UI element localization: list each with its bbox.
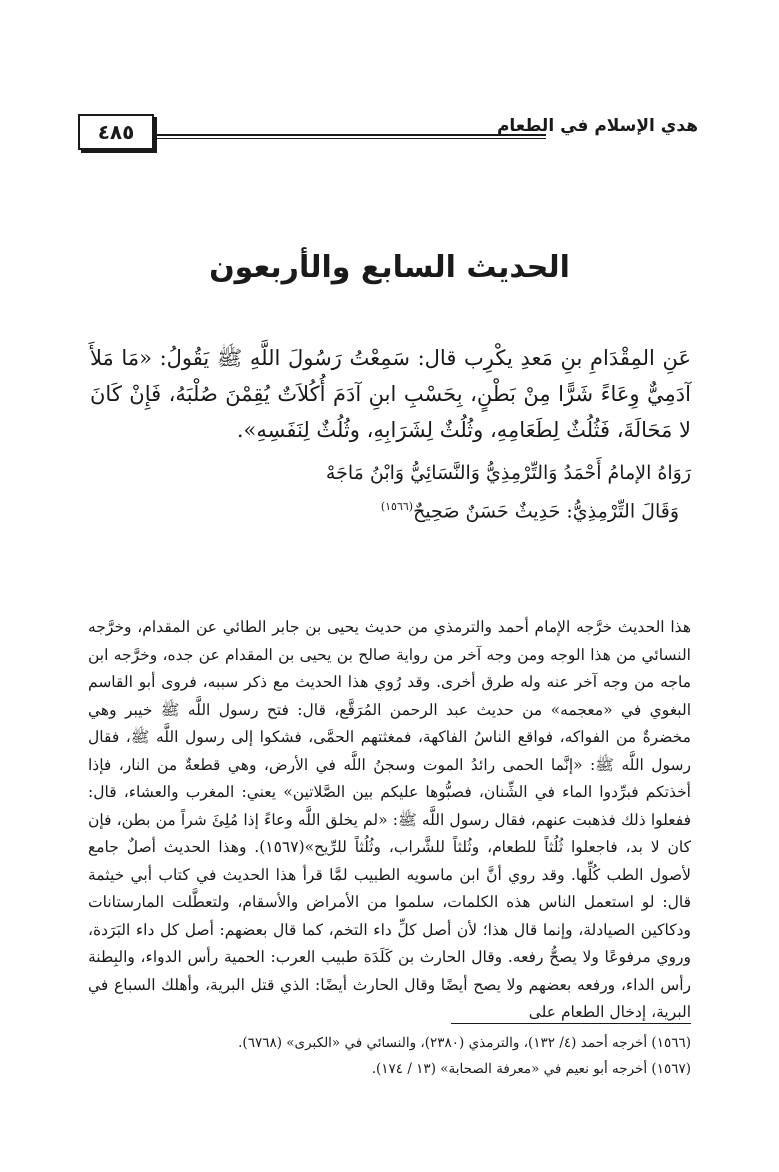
header-rule <box>154 134 546 139</box>
footnote-separator <box>451 1023 691 1024</box>
commentary-body <box>88 614 691 1027</box>
footnote-1567: (١٥٦٧) أخرجه أبو نعيم في «معرفة الصحابة» (١٣ / ١٧٤). <box>371 1061 691 1077</box>
hadith-reference-line-1: رَوَاهُ الإمامُ أَحْمَدُ وَالتِّرْمِذِيُّ وَالنَّسَائِيُّ وَابْنُ مَاجَهْ <box>325 462 691 484</box>
hadith-reference-line-2 <box>90 490 691 528</box>
hadith-reference <box>90 456 691 528</box>
footnote-1566: (١٥٦٦) أخرجه أحمد (٤/ ١٣٢)، والترمذي (٢٣٨٠)، والنسائي في «الكبرى» (٦٧٦٨). <box>238 1035 691 1051</box>
hadith-text: عَنِ المِقْدَامِ بنِ مَعدِ يكْرِب قال: سَمِعْتُ رَسُولَ اللَّهِ ﷺ يَقُولُ: «مَا مَلأَ آدَمِيٌّ وِعَاءً شَرًّا مِنْ بَطْنٍ، بِحَسْبِ ابنِ آدَمَ أُكُلاَتٌ يُقِمْنَ صُلْبَهُ، فَإِنْ كَانَ لا مَحَالَةَ، فَثُلُثٌ لِطَعَامِهِ، وثُلُثٌ لِشَرَابِهِ، وثُلُثٌ لِنَفَسِهِ». <box>90 346 691 442</box>
hadith-reference-text: وَقَالَ التِّرْمِذِيُّ: حَدِيثٌ حَسَنٌ صَحِيحٌ <box>413 500 679 523</box>
hadith-block <box>90 340 691 528</box>
header-title: هدي الإسلام في الطعام <box>496 116 698 136</box>
footnote-marker: (١٥٦٦) <box>380 500 414 513</box>
running-header <box>78 110 698 150</box>
page-number: ٤٨٥ <box>78 114 154 150</box>
commentary-paragraph: هذا الحديث خرَّجه الإمام أحمد والترمذي من حديث يحيى بن جابر الطائي عن المقدام، وخرَّجه النسائي من هذا الوجه ومن وجه آخر من رواية صالح بن يحيى بن المقدام عن جده، وخرَّجه ابن ماجه من وجه آخر عنه وله طرق أخرى. وقد رُوي هذا الحديث مع ذكر سببه، فروى أبو القاسم البغوي في «معجمه» من حديث عبد الرحمن المُرَقَّع، قال: فتح رسول اللَّه ﷺ خيبر وهي مخضرةٌ من الفواكه، فواقع الناسُ الفاكهة، فمغثتهم الحمَّى، فشكوا إلى رسول اللَّه ﷺ، فقال رسول اللَّه ﷺ: «إنَّما الحمى رائدُ الموت وسجنُ اللَّه في الأرض، وهي قطعةٌ من النار، فإذا أخذتكم فبرِّدوا الماء في الشِّنان، فصبُّوها عليكم بين الصَّلاتين» يعني: المغرب والعشاء، قال: ففعلوا ذلك فذهبت عنهم، فقال رسول اللَّه ﷺ: «لم يخلق اللَّه وعاءً إذا مُلِئَ شراً من بطن، فإن كان لا بد، فاجعلوا ثُلُثاً للطعام، وثُلثاً للشَّراب، وثُلُثاً للرِّيح»(١٥٦٧). وهذا الحديث أصلٌ جامع لأصول الطب كُلِّها. وقد روي أنَّ ابن ماسويه الطبيب لمَّا قرأ هذا الحديث في كتاب أبي خيثمة قال: لو استعمل الناس هذه الكلمات، سلموا من الأمراض والأسقام، ولتعطَّلت المارستانات ودكاكين الصيادلة، وإنما قال هذا؛ لأن أصل كلِّ داء التخم، كما قال بعضهم: أصل كل داء البَرَدة، وروي مرفوعًا ولا يصحُّ رفعه. وقال الحارث بن كَلَدَة طبيب العرب: الحمية رأس الدواء، والبِطنة رأس الداء، ورفعه بعضهم ولا يصح أيضًا وقال الحارث أيضًا: الذي قتل البرية، وأهلك السباع في البرية، إدخال الطعام على <box>88 618 691 1021</box>
footnotes <box>88 1030 691 1082</box>
chapter-title: الحديث السابع والأربعون <box>209 250 570 285</box>
